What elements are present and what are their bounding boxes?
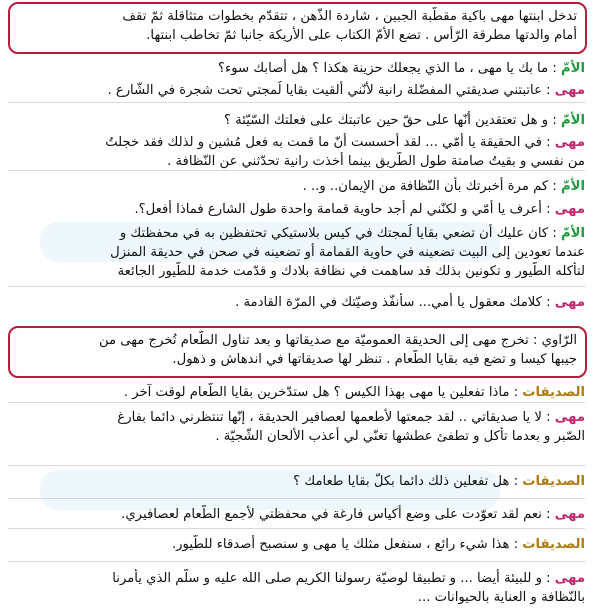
dialogue-line xyxy=(8,133,585,152)
separator xyxy=(8,465,585,466)
intro-line: تدخل ابنتها مهى باكية مقطّبة الجبين ، شاردة الذّهن ، تتقدّم بخطوات متثاقلة ثمّ تقف xyxy=(122,9,577,24)
dialogue-text: : كم مرة أخبرتك بأن النّظافة من الإيمان.. و.. . xyxy=(302,179,561,194)
dialogue-line xyxy=(8,569,585,588)
dialogue-line xyxy=(8,224,585,243)
speaker-label: الأمّ xyxy=(560,61,585,76)
separator xyxy=(8,102,585,103)
dialogue-text: : عاتبتني صديقتي المفضّلة رانية لأنّني ألقيت بقايا لُمجتي تحت شجرة في الشّارع . xyxy=(107,83,555,98)
separator xyxy=(8,286,585,287)
dialogue-text: : و للبيئة أيضا ... و تطبيقا لوصيّة رسولنا الكريم صلى الله عليه و سلّم الذي يأمرنا xyxy=(112,571,555,586)
dialogue-text: : أعرف يا أمّي و لكنّني لم أجد حاوية قمامة واحدة طول الشارع فماذا أفعل؟. xyxy=(134,202,555,217)
dialogue-line xyxy=(8,111,585,130)
speaker-label: مهى xyxy=(554,410,585,425)
dialogue-line xyxy=(8,81,585,100)
dialogue-line xyxy=(8,472,585,491)
speaker-label: مهى xyxy=(554,83,585,98)
dialogue-text: : هل تفعلين ذلك دائما بكلّ بقايا طعامك ؟ xyxy=(293,474,523,489)
dialogue-text: من نفسي و بقيتُ صامتة طول الطّريق بينما أخذت رانية تحدّثني عن النّظافة . xyxy=(167,154,585,169)
dialogue-line xyxy=(8,59,585,78)
dialogue-text: : ماذا تفعلين يا مهى بهذا الكيس ؟ هل ستدّخرين بقايا الطّعام لوقت آخر . xyxy=(123,385,523,400)
speaker-label: مهى xyxy=(554,295,585,310)
dialogue-line xyxy=(8,152,585,171)
dialogue-text: : هذا شيء رائع ، سنفعل مثلك يا مهى و سنصبح أصدقاء للطّيور. xyxy=(171,537,523,552)
dialogue-line xyxy=(8,535,585,554)
speaker-label: الصديقات xyxy=(522,385,585,400)
dialogue-line xyxy=(8,383,585,402)
dialogue-line xyxy=(8,177,585,196)
dialogue-line xyxy=(8,408,585,427)
speaker-label: الأمّ xyxy=(560,226,585,241)
speaker-label: الصديقات xyxy=(522,537,585,552)
speaker-label: الأمّ xyxy=(560,179,585,194)
dialogue-text: بالنّظافة و العناية بالحيوانات ... xyxy=(417,590,585,605)
dialogue-text: : ما بك يا مهى ، ما الذي يجعلك حزينة هكذا ؟ هل أصابك سوء؟ xyxy=(218,61,561,76)
separator xyxy=(8,561,585,562)
dialogue-text: : نعم لقد تعوّدت على وضع أكياس فارغة في محفظتي لأجمع الطّعام لعصافيري. xyxy=(121,507,555,522)
speaker-label: مهى xyxy=(554,135,585,150)
speaker-label: مهى xyxy=(554,202,585,217)
dialogue-line xyxy=(8,243,585,262)
speaker-label: مهى xyxy=(554,571,585,586)
intro-line: أمام والدتها مطرقة الرّأس . تضع الأمّ الكتاب على الأريكة جانبا ثمّ تخاطب ابنتها. xyxy=(146,28,577,43)
dialogue-text: : لا يا صديقاتي .. لقد جمعتها لأطعمها لعصافير الحديقة ، إنّها تنتظرني دائما بفارغ xyxy=(117,410,555,425)
dialogue-text: لتأكله الطّيور و تكونين بذلك قد ساهمت في نظافة بلادك و قدّمت خدمة للطّيور الجائعة xyxy=(117,264,585,279)
speaker-label: الصديقات xyxy=(522,474,585,489)
speaker-label: مهى xyxy=(554,507,585,522)
narrator-box xyxy=(8,326,587,378)
dialogue-line xyxy=(8,505,585,524)
separator xyxy=(8,402,585,403)
dialogue-line xyxy=(8,200,585,219)
dialogue-line xyxy=(8,588,585,607)
dialogue-line xyxy=(8,427,585,446)
intro-box xyxy=(8,2,587,54)
dialogue-text: : كان عليك أن تضعي بقايا لُمجتك في كيس بلاستيكي تحتفظين به في محفظتك و xyxy=(119,226,561,241)
narrator-line: الرّاوي : تخرج مهى إلى الحديقة العموميّة مع صديقاتها و بعد تناول الطّعام تُخرج مهى من xyxy=(98,333,577,348)
separator xyxy=(8,498,585,499)
narrator-line: جيبها كيسا و تضع فيه بقايا الطّعام . تنظر لها صديقاتها في اندهاش و ذهول. xyxy=(172,352,577,367)
dialogue-line xyxy=(8,293,585,312)
dialogue-line xyxy=(8,262,585,281)
dialogue-text: الصّبر و بعدما تأكل و تطفئ عطشها تغنّي لي أعذب الألحان الشّجيّة . xyxy=(215,429,585,444)
dialogue-text: : كلامك معقول يا أمي... سأنفّذ وصيّتك في المرّة القادمة . xyxy=(235,295,555,310)
speaker-label: الأمّ xyxy=(560,113,585,128)
dialogue-text: : و هل تعتقدين أنّها على حقّ حين عاتبتك على فعلتك السّيّئة ؟ xyxy=(223,113,561,128)
dialogue-text: : في الحقيقة يا أمّي ... لقد أحسست أنّ ما قمت به فعل مُشين و لذلك فقد خجلتُ xyxy=(105,135,555,150)
separator xyxy=(8,528,585,529)
dialogue-text: عندما تعودين إلى البيت تضعينه في حاوية القمامة أو تضعينه في صحن في حديقة المنزل xyxy=(110,245,585,260)
